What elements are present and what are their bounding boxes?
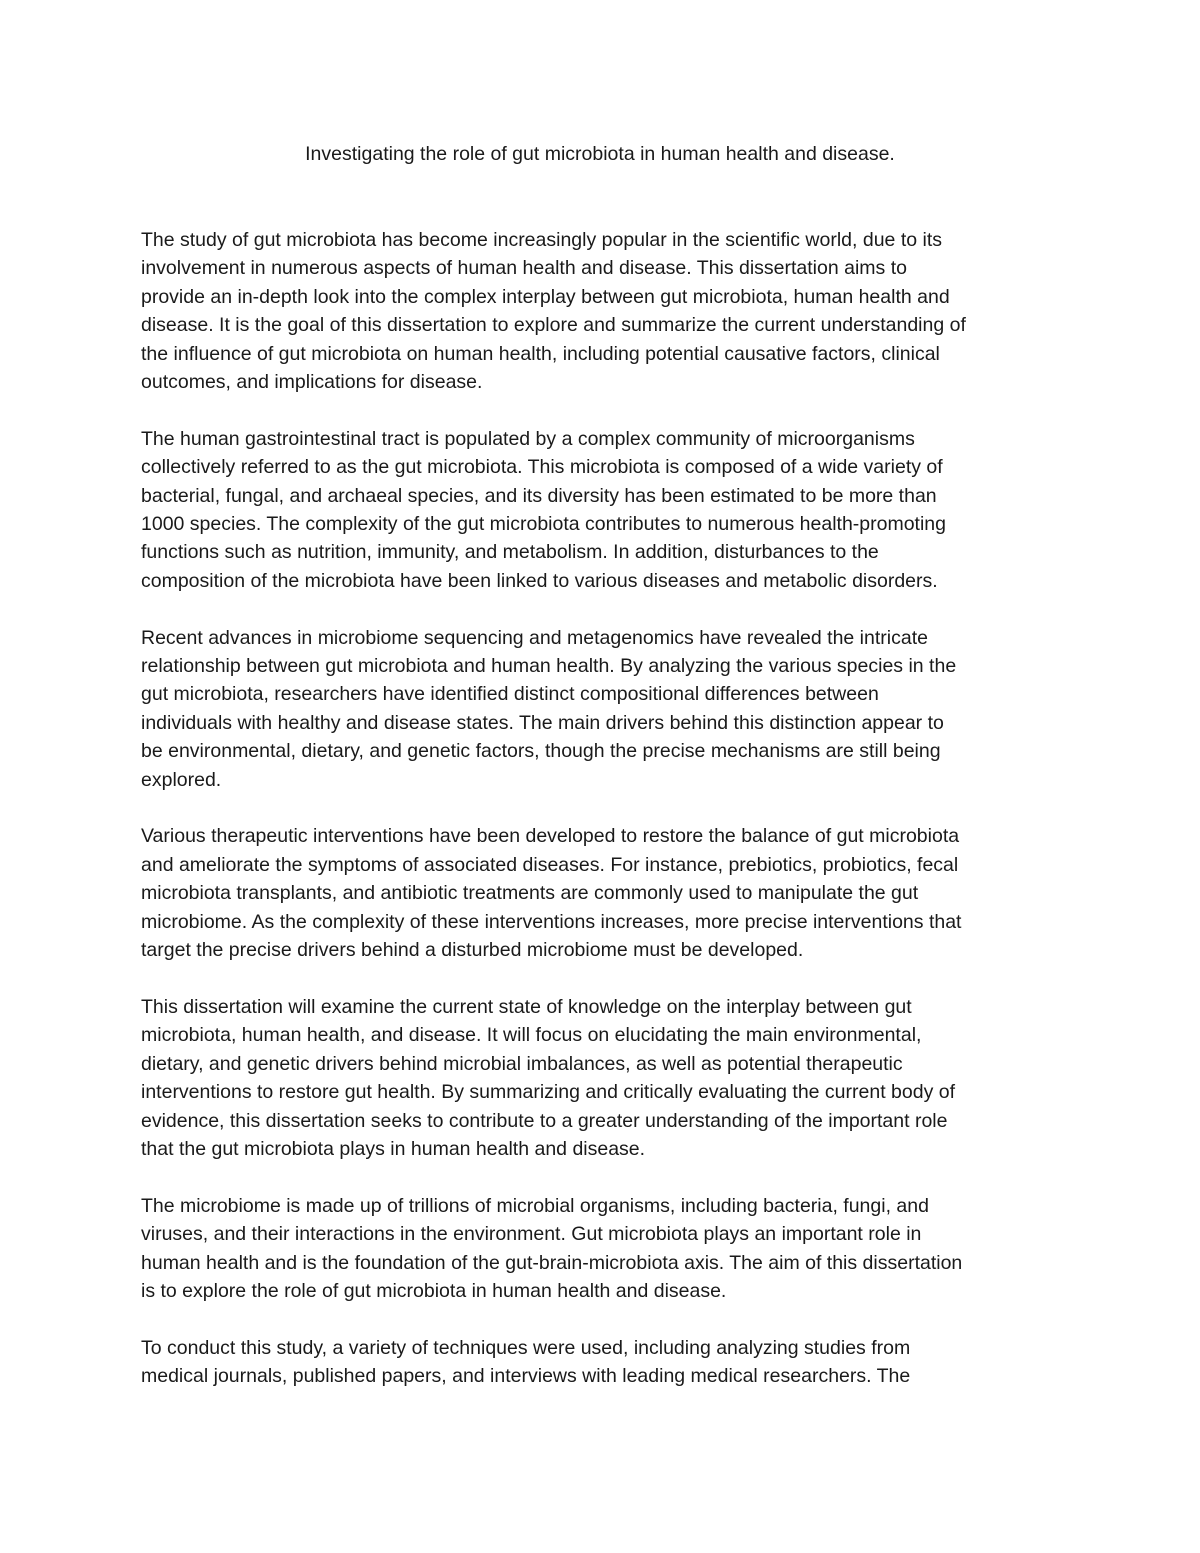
paragraph-5 [141,993,1071,1163]
text-line: microbiome. As the complexity of these interventions increases, more precise interventions that [141,910,962,933]
text-line: composition of the microbiota have been linked to various diseases and metabolic disorders. [141,569,938,592]
text-line: microbiota transplants, and antibiotic treatments are commonly used to manipulate the gut [141,882,919,905]
text-line: outcomes, and implications for disease. [141,371,483,394]
text-line: involvement in numerous aspects of human health and disease. This dissertation aims to [141,257,907,280]
text-line: viruses, and their interactions in the environment. Gut microbiota plays an important role in [141,1223,922,1246]
text-line: provide an in-depth look into the complex interplay between gut microbiota, human health and [141,285,950,308]
document-title: Investigating the role of gut microbiota in human health and disease. [305,143,895,165]
text-line: microbiota, human health, and disease. It will focus on elucidating the main environmental, [141,1024,922,1047]
text-line: human health and is the foundation of the gut-brain-microbiota axis. The aim of this dissertation [141,1251,963,1274]
paragraph-2 [141,425,1071,595]
text-line: The study of gut microbiota has become increasingly popular in the scientific world, due to its [141,229,942,251]
text-line: be environmental, dietary, and genetic factors, though the precise mechanisms are still being [141,740,941,763]
text-line: interventions to restore gut health. By summarizing and critically evaluating the current body of [141,1081,956,1104]
text-line: evidence, this dissertation seeks to contribute to a greater understanding of the important role [141,1109,948,1132]
text-line: target the precise drivers behind a disturbed microbiome must be developed. [141,939,804,962]
text-line: disease. It is the goal of this dissertation to explore and summarize the current understanding of [141,314,966,337]
text-line: 1000 species. The complexity of the gut microbiota contributes to numerous health-promoting [141,513,946,536]
text-line: explored. [141,768,222,791]
document-body [141,226,1071,1419]
text-line: The human gastrointestinal tract is populated by a complex community of microorganisms [141,427,915,450]
text-line: To conduct this study, a variety of techniques were used, including analyzing studies from [141,1336,911,1359]
text-line: dietary, and genetic drivers behind microbial imbalances, as well as potential therapeutic [141,1052,903,1075]
text-line: The microbiome is made up of trillions of microbial organisms, including bacteria, fungi, and [141,1194,929,1217]
text-line: that the gut microbiota plays in human health and disease. [141,1137,646,1160]
paragraph-4 [141,822,1071,964]
text-line: bacterial, fungal, and archaeal species, and its diversity has been estimated to be more than [141,484,937,507]
paragraph-1 [141,226,1071,396]
text-line: gut microbiota, researchers have identified distinct compositional differences between [141,683,879,706]
paragraph-7 [141,1334,1071,1391]
text-line: the influence of gut microbiota on human health, including potential causative factors, clinical [141,342,940,365]
text-line: Various therapeutic interventions have been developed to restore the balance of gut microbiota [141,825,960,848]
paragraph-3 [141,624,1071,794]
text-line: This dissertation will examine the current state of knowledge on the interplay between gut [141,995,912,1018]
text-line: functions such as nutrition, immunity, and metabolism. In addition, disturbances to the [141,541,879,564]
text-line: and ameliorate the symptoms of associated diseases. For instance, prebiotics, probiotics, fecal [141,853,959,876]
text-line: medical journals, published papers, and interviews with leading medical researchers. The [141,1365,911,1388]
text-line: collectively referred to as the gut microbiota. This microbiota is composed of a wide variety of [141,456,943,479]
text-line: Recent advances in microbiome sequencing and metagenomics have revealed the intricate [141,626,928,649]
paragraph-6 [141,1192,1071,1306]
text-line: relationship between gut microbiota and human health. By analyzing the various species in the [141,655,957,678]
text-line: individuals with healthy and disease states. The main drivers behind this distinction appear to [141,711,944,734]
text-line: is to explore the role of gut microbiota in human health and disease. [141,1279,727,1302]
